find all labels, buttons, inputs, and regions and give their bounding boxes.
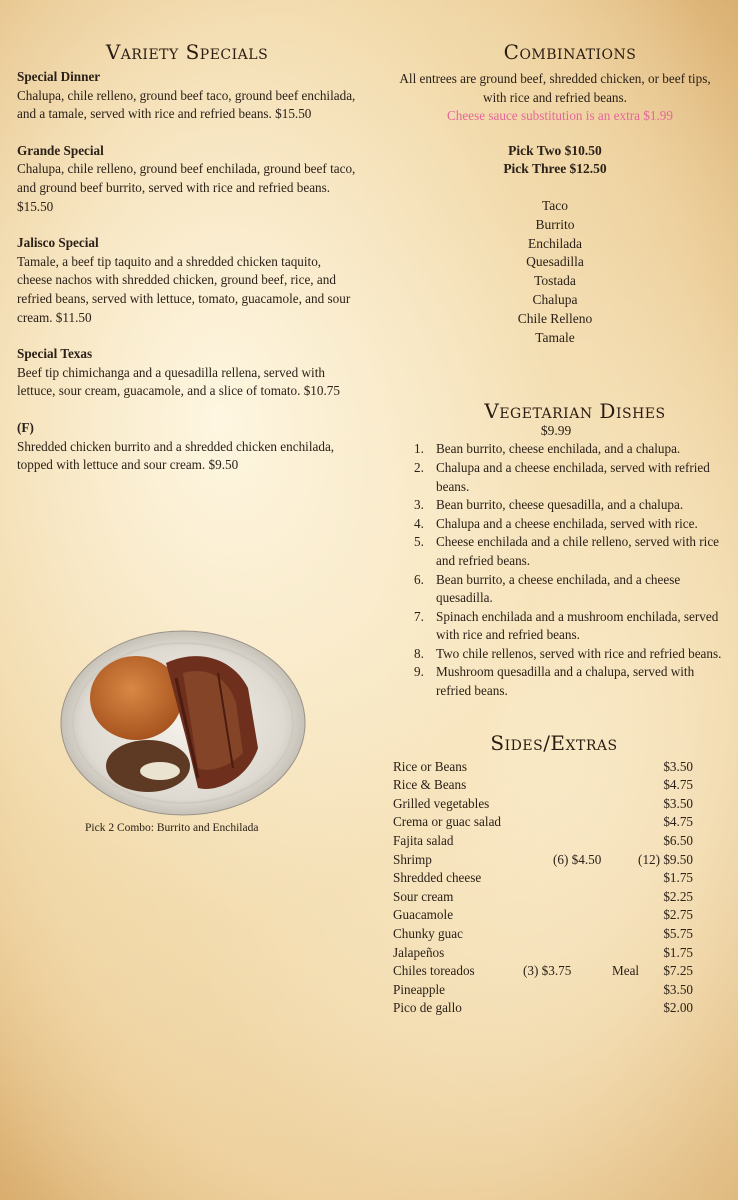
combination-item: Chalupa [532,291,578,307]
side-item-name: Guacamole [393,907,454,923]
side-item-price: $1.75 [663,870,693,886]
vegetarian-item [390,533,730,570]
side-item-price: $4.75 [663,777,693,793]
side-item-name: Rice or Beans [393,758,467,774]
vegetarian-item-text: Spinach enchilada and a mushroom enchilada, served with rice and refried beans. [436,608,719,643]
side-item-price: (12) $9.50 [638,851,693,867]
sides-list [393,758,693,1018]
side-item-name: Sour cream [393,888,454,904]
special-item [17,68,357,124]
variety-specials-title: Variety Specials [105,40,269,64]
special-item [17,234,357,327]
special-description: Chalupa, chile relleno, ground beef taco, ground beef enchilada, and a tamale, served with rice and refried beans. $15.50 [17,87,356,122]
special-description: Shredded chicken burrito and a shredded chicken enchilada, topped with lettuce and sour cream. $9.50 [17,438,335,473]
side-item-name: Fajita salad [393,833,454,849]
side-item-name: Chunky guac [393,926,463,941]
vegetarian-item-text: Cheese enchilada and a chile relleno, served with rice and refried beans. [436,534,720,568]
side-item [393,813,693,832]
vegetarian-item-number: 4. [414,515,424,531]
combination-item: Tamale [535,329,575,345]
side-item-price: $5.75 [663,926,693,941]
combinations-intro: All entrees are ground beef, shredded chicken, or beef tips, with rice and refried beans. [399,71,711,105]
side-item [393,888,693,907]
vegetarian-item-text: Chalupa and a cheese enchilada, served with rice. [436,515,698,531]
special-description: Beef tip chimichanga and a quesadilla rellena, served with lettuce, sour cream, guacamole, and a slice of tomato. $10.75 [17,364,340,399]
vegetarian-item [390,645,730,664]
special-item [17,419,357,475]
side-item-option: Meal [612,963,640,979]
side-item [393,851,693,870]
cheese-sauce-note: Cheese sauce substitution is an extra $1.99 [447,108,673,124]
combination-item: Taco [541,197,569,213]
side-item-price: $7.25 [663,963,693,979]
side-item-name: Shredded cheese [393,870,482,886]
side-item-name: Jalapeños [393,944,445,960]
special-name: Special Dinner [17,69,101,84]
food-photo [58,628,308,818]
side-item [393,999,693,1018]
side-item [393,925,693,944]
side-item-price: $4.75 [663,814,693,830]
combination-item: Chile Relleno [517,310,593,326]
right-column [390,40,730,1018]
combination-item: Enchilada [528,235,582,251]
vegetarian-item [390,515,730,534]
special-name: (F) [17,419,34,435]
vegetarian-item-number: 8. [414,645,424,661]
special-description: Tamale, a beef tip taquito and a shredded chicken taquito, cheese nachos with shredded chicken, ground beef, rice, and refried beans, served with lettuce, tomato, guacamole, and sour cream. $11.50 [17,253,351,325]
special-name: Jalisco Special [17,235,99,251]
side-item [393,795,693,814]
side-item [393,944,693,963]
combination-items [390,197,720,347]
vegetarian-price: $9.99 [540,423,572,439]
side-item [393,776,693,795]
side-item [393,981,693,1000]
side-item [393,906,693,925]
variety-specials-section [17,40,357,493]
side-item-price: $3.50 [663,795,693,811]
side-item-price: $2.25 [663,888,693,904]
vegetarian-item [390,608,730,645]
side-item-name: Pico de gallo [393,1000,462,1016]
side-item-price: $2.00 [663,1000,693,1016]
photo-caption: Pick 2 Combo: Burrito and Enchilada [85,822,259,834]
side-item-name: Shrimp [393,851,432,867]
sides-title: Sides/Extras [490,730,618,755]
pick-three-price: Pick Three $12.50 [503,161,607,177]
vegetarian-item-number: 3. [414,497,424,513]
side-item-price: $1.75 [663,944,693,960]
special-item [17,345,357,401]
side-item-option: (3) $3.75 [523,963,572,979]
special-name: Grande Special [17,142,104,158]
vegetarian-item [390,496,730,515]
combination-prices [390,142,720,179]
side-item [393,869,693,888]
variety-specials-list [17,68,357,475]
side-item-name: Rice & Beans [393,777,467,793]
special-description: Chalupa, chile relleno, ground beef enchilada, ground beef taco, and ground beef burrito, served with rice and refried beans. $15.50 [17,161,356,214]
vegetarian-item-number: 9. [414,664,424,680]
vegetarian-item-number: 5. [414,534,424,550]
vegetarian-item-number: 1. [414,441,424,457]
combination-item: Quesadilla [526,254,584,270]
combination-item: Burrito [535,216,575,232]
vegetarian-item-text: Bean burrito, cheese enchilada, and a chalupa. [436,441,681,457]
side-item-name: Grilled vegetables [393,795,490,811]
side-item-name: Chiles toreados [393,963,475,979]
vegetarian-item-text: Bean burrito, a cheese enchilada, and a cheese quesadilla. [436,571,681,606]
vegetarian-item-text: Chalupa and a cheese enchilada, served with refried beans. [436,459,710,494]
side-item-price: $6.50 [663,833,693,849]
vegetarian-item [390,440,730,459]
vegetarian-list [390,440,730,700]
combination-item: Tostada [534,273,576,289]
vegetarian-item-text: Two chile rellenos, served with rice and refried beans. [436,645,722,661]
side-item-price: $2.75 [663,907,693,923]
vegetarian-item-text: Bean burrito, cheese quesadilla, and a chalupa. [436,497,684,513]
vegetarian-item [390,663,730,700]
side-item-price: $3.50 [663,981,693,997]
vegetarian-item-text: Mushroom quesadilla and a chalupa, served with refried beans. [436,664,695,699]
combinations-title: Combinations [503,40,637,64]
side-item [393,758,693,777]
side-item [393,962,693,981]
side-item [393,832,693,851]
vegetarian-item [390,571,730,608]
combo-plate-image [58,628,308,818]
special-item [17,142,357,216]
vegetarian-item-number: 7. [414,608,424,624]
side-item-price: $3.50 [663,758,693,774]
vegetarian-item-number: 6. [414,571,424,587]
vegetarian-title: Vegetarian Dishes [484,399,666,424]
side-item-name: Pineapple [393,981,446,997]
pick-two-price: Pick Two $10.50 [508,142,602,158]
special-name: Special Texas [17,346,93,362]
side-item-name: Crema or guac salad [393,814,502,830]
side-item-option: (6) $4.50 [553,851,602,867]
vegetarian-item [390,459,730,496]
vegetarian-item-number: 2. [414,459,424,475]
